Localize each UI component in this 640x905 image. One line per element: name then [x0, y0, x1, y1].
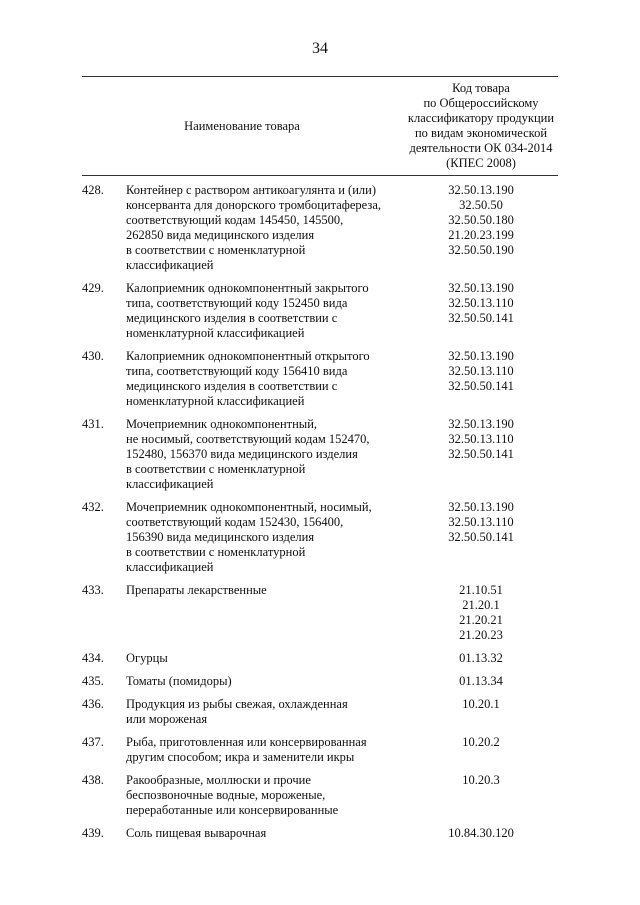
- product-name: Препараты лекарственные: [126, 583, 267, 597]
- table-row: [82, 674, 558, 689]
- product-code: 21.20.23.199: [448, 228, 514, 242]
- row-number: 436.: [82, 697, 104, 711]
- product-codes: [404, 697, 558, 712]
- page-number: 34: [312, 40, 328, 57]
- product-name: Продукция из рыбы свежая, охлажденная или мороженая: [126, 697, 348, 726]
- product-code: 21.10.51: [459, 583, 503, 597]
- product-codes: [404, 826, 558, 841]
- product-name: Мочеприемник однокомпонентный, носимый, соответствующий кодам 152430, 156400, 156390 вида медицинского изделия в соответствии с номенклатурной классификацией: [126, 500, 372, 574]
- table-row: [82, 735, 558, 765]
- product-code: 32.50.50: [459, 198, 503, 212]
- row-number: 437.: [82, 735, 104, 749]
- product-code: 10.20.3: [462, 773, 500, 787]
- product-code: 32.50.13.190: [448, 349, 514, 363]
- product-code: 21.20.21: [459, 613, 503, 627]
- product-code: 10.20.2: [462, 735, 500, 749]
- table-row: [82, 417, 558, 492]
- product-name: Соль пищевая выварочная: [126, 826, 267, 840]
- product-codes: [404, 583, 558, 643]
- product-code: 32.50.13.190: [448, 281, 514, 295]
- product-code: 21.20.23: [459, 628, 503, 642]
- product-code: 32.50.13.110: [448, 364, 514, 378]
- product-name: Ракообразные, моллюски и прочие беспозвоночные водные, мороженые, переработанные или консервированные: [126, 773, 339, 817]
- header-name-column: Наименование товара: [184, 118, 300, 133]
- product-code: 10.20.1: [462, 697, 500, 711]
- table-row: [82, 583, 558, 643]
- row-number: 434.: [82, 651, 104, 665]
- product-name: Рыба, приготовленная или консервированная другим способом; икра и заменители икры: [126, 735, 367, 764]
- product-code: 32.50.50.141: [448, 311, 514, 325]
- row-number: 438.: [82, 773, 104, 787]
- table-body: [82, 183, 558, 849]
- row-number: 431.: [82, 417, 104, 431]
- product-codes: [404, 674, 558, 689]
- product-codes: [404, 183, 558, 258]
- table-row: [82, 773, 558, 818]
- product-code: 32.50.13.110: [448, 296, 514, 310]
- product-code: 32.50.13.190: [448, 417, 514, 431]
- product-code: 10.84.30.120: [448, 826, 514, 840]
- product-code: 21.20.1: [462, 598, 500, 612]
- product-name: Контейнер с раствором антикоагулянта и (или) консерванта для донорского тромбоцитафереза, соответствующий кодам 145450, 145500, 262850 вида медицинского изделия в соответствии с номенклатурной классификацией: [126, 183, 381, 272]
- product-name: Томаты (помидоры): [126, 674, 232, 688]
- product-code: 01.13.34: [459, 674, 503, 688]
- product-codes: [404, 281, 558, 326]
- product-code: 32.50.50.141: [448, 379, 514, 393]
- row-number: 428.: [82, 183, 104, 197]
- product-code: 32.50.50.190: [448, 243, 514, 257]
- product-code: 32.50.13.190: [448, 500, 514, 514]
- table-row: [82, 281, 558, 341]
- product-codes: [404, 500, 558, 545]
- product-code: 01.13.32: [459, 651, 503, 665]
- table-row: [82, 500, 558, 575]
- product-codes: [404, 417, 558, 462]
- product-name: Огурцы: [126, 651, 168, 665]
- row-number: 435.: [82, 674, 104, 688]
- header-code-column: Код товара по Общероссийскому классификатору продукции по видам экономической деятельности ОК 034-2014 (КПЕС 2008): [407, 81, 555, 170]
- product-codes: [404, 651, 558, 666]
- table-row: [82, 183, 558, 273]
- table-row: [82, 826, 558, 841]
- product-codes: [404, 349, 558, 394]
- row-number: 439.: [82, 826, 104, 840]
- row-number: 429.: [82, 281, 104, 295]
- table-row: [82, 349, 558, 409]
- product-name: Калоприемник однокомпонентный закрытого типа, соответствующий коду 152450 вида медицинского изделия в соответствии с номенклатурной классификацией: [126, 281, 369, 340]
- product-codes: [404, 773, 558, 788]
- row-number: 432.: [82, 500, 104, 514]
- product-code: 32.50.50.180: [448, 213, 514, 227]
- product-code: 32.50.13.110: [448, 432, 514, 446]
- row-number: 433.: [82, 583, 104, 597]
- product-code: 32.50.50.141: [448, 447, 514, 461]
- product-code: 32.50.13.190: [448, 183, 514, 197]
- product-code: 32.50.13.110: [448, 515, 514, 529]
- table-header: [82, 76, 558, 176]
- product-code: 32.50.50.141: [448, 530, 514, 544]
- product-name: Мочеприемник однокомпонентный, не носимый, соответствующий кодам 152470, 152480, 156370 вида медицинского изделия в соответствии с номенклатурной классификацией: [126, 417, 370, 491]
- row-number: 430.: [82, 349, 104, 363]
- product-name: Калоприемник однокомпонентный открытого типа, соответствующий коду 156410 вида медицинского изделия в соответствии с номенклатурной классификацией: [126, 349, 370, 408]
- table-row: [82, 651, 558, 666]
- table-row: [82, 697, 558, 727]
- product-codes: [404, 735, 558, 750]
